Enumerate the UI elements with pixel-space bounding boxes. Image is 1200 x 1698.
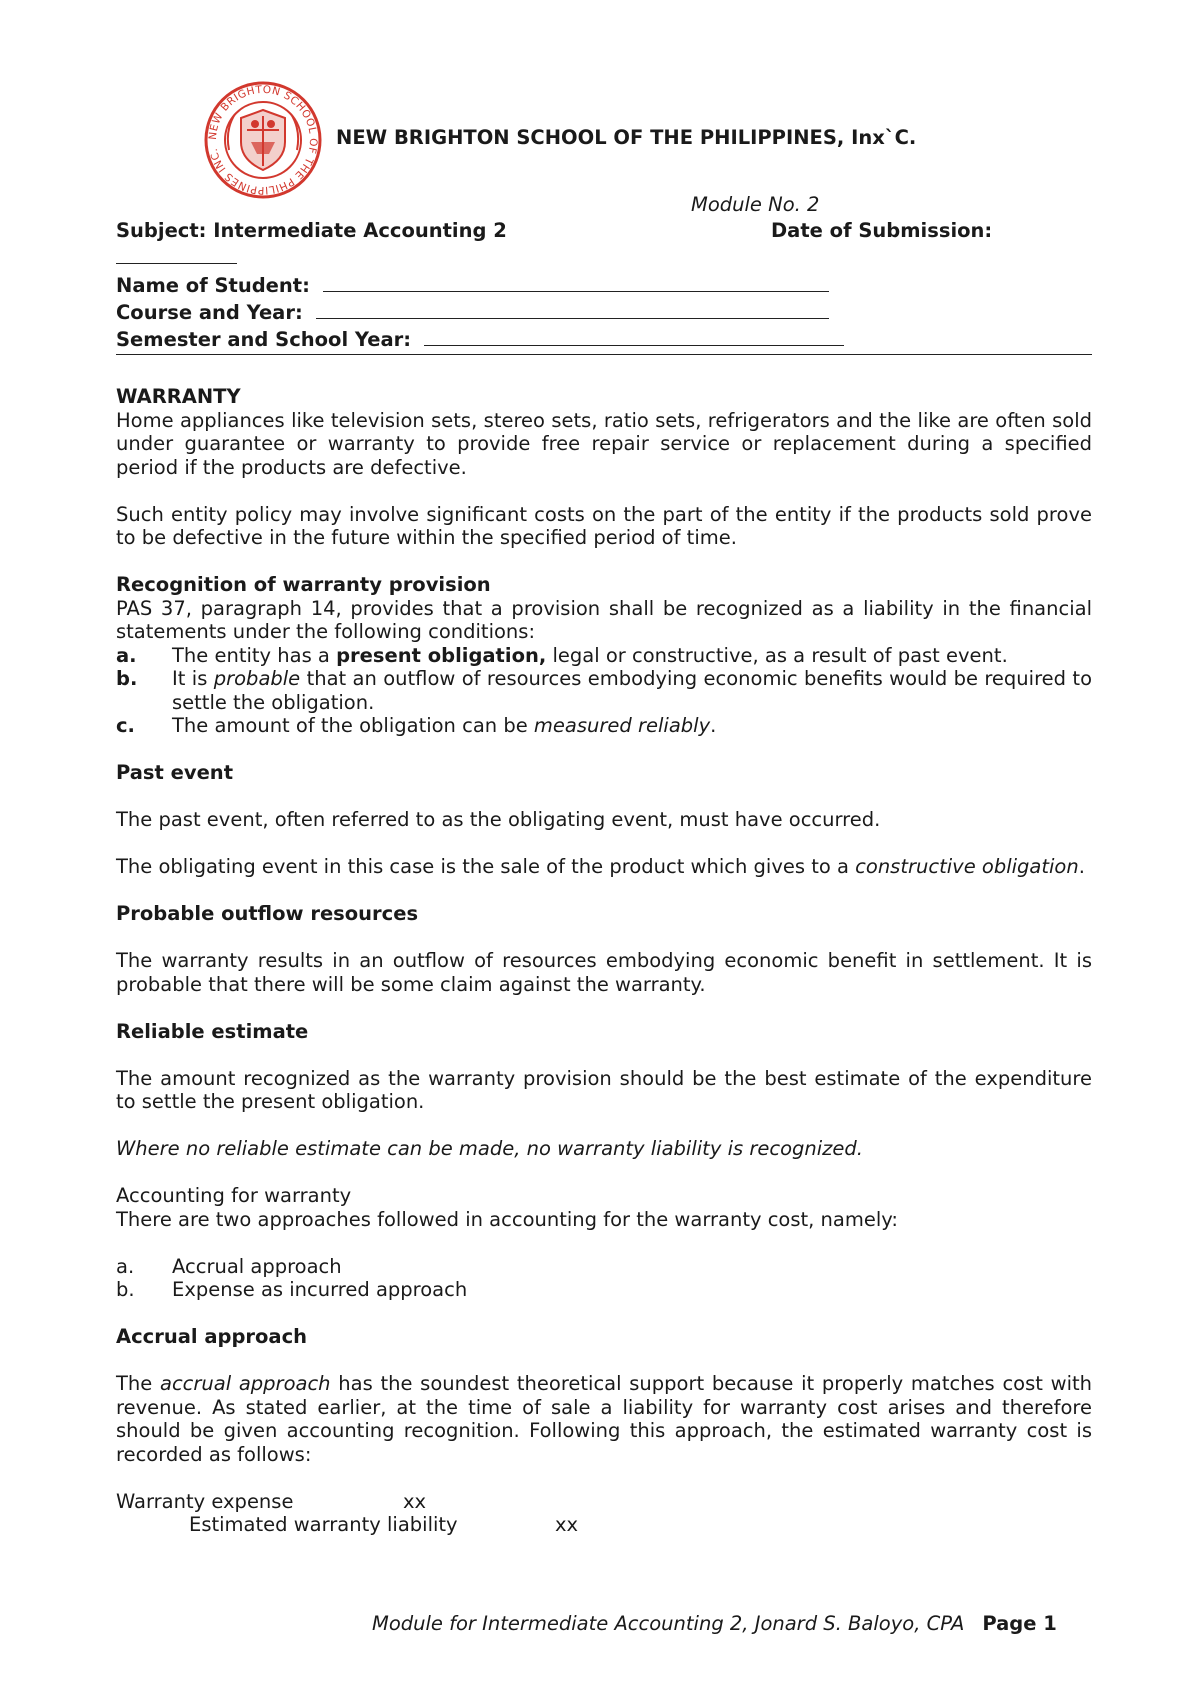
course-year-row xyxy=(116,301,829,324)
semester-label: Semester and School Year: xyxy=(116,328,412,351)
paragraph-two-approaches: There are two approaches followed in accounting for the warranty cost, namely: xyxy=(116,1207,898,1231)
module-content xyxy=(116,385,1092,1537)
school-seal-logo xyxy=(203,80,323,200)
condition-c: c. The amount of the obligation can be measured reliably. xyxy=(116,714,717,737)
student-name-row xyxy=(116,274,829,297)
page-number: Page 1 xyxy=(982,1612,1057,1635)
page-footer xyxy=(372,1612,1057,1635)
conditions-list xyxy=(116,644,1092,738)
journal-debit-amount: xx xyxy=(403,1489,427,1513)
condition-b: b. It is probable that an outflow of resources embodying economic benefits would be required to settle the obligation. xyxy=(116,667,1092,714)
paragraph-appliances: Home appliances like television sets, stereo sets, ratio sets, refrigerators and the like are often sold under guarantee or warranty to provide free repair service or replacement during a specified period if the products are defective. xyxy=(116,408,1092,479)
journal-debit-account: Warranty expense xyxy=(116,1489,294,1513)
approaches-list xyxy=(116,1255,1092,1302)
module-number: Module No. 2 xyxy=(691,193,820,216)
date-submission-label: Date of Submission: xyxy=(771,219,993,242)
recognition-heading: Recognition of warranty provision xyxy=(116,573,491,596)
semester-row xyxy=(116,328,844,351)
accounting-warranty-heading: Accounting for warranty xyxy=(116,1184,352,1207)
journal-credit-amount: xx xyxy=(555,1513,579,1536)
paragraph-reliable-estimate: The amount recognized as the warranty provision should be the best estimate of the expenditure to settle the present obligation. xyxy=(116,1066,1092,1113)
paragraph-pas37: PAS 37, paragraph 14, provides that a provision shall be recognized as a liability in the financial statements under the following conditions: xyxy=(116,596,1092,643)
semester-field[interactable] xyxy=(424,329,844,346)
paragraph-no-estimate: Where no reliable estimate can be made, no warranty liability is recognized. xyxy=(116,1137,863,1160)
paragraph-probable-outflow: The warranty results in an outflow of resources embodying economic benefit in settlement. It is probable that there will be some claim against the warranty. xyxy=(116,949,1092,996)
svg-text:NEW BRIGHTON SCHOOL OF THE PHI: NEW BRIGHTON SCHOOL OF THE PHILIPPINES INC. xyxy=(206,83,320,197)
course-year-field[interactable] xyxy=(316,302,829,319)
paragraph-entity-policy: Such entity policy may involve significant costs on the part of the entity if the products sold prove to be defective in the future within the specified period of time. xyxy=(116,502,1092,549)
subject-label: Subject: Intermediate Accounting 2 xyxy=(116,219,507,242)
paragraph-accrual-approach: The accrual approach has the soundest theoretical support because it properly matches cost with revenue. As stated earlier, at the time of sale a liability for warranty cost arises and therefore should be given accounting recognition. Following this approach, the estimated warranty cost is recorded as follows: xyxy=(116,1372,1092,1466)
warranty-heading: WARRANTY xyxy=(116,385,241,408)
paragraph-obligating-event: The obligating event in this case is the sale of the product which gives to a constructive obligation. xyxy=(116,855,1085,878)
probable-outflow-heading: Probable outflow resources xyxy=(116,902,419,925)
approach-item: b. Expense as incurred approach xyxy=(116,1278,468,1301)
condition-a: a. The entity has a present obligation, legal or constructive, as a result of past event. xyxy=(116,643,1008,667)
paragraph-past-event: The past event, often referred to as the obligating event, must have occurred. xyxy=(116,808,881,831)
reliable-estimate-heading: Reliable estimate xyxy=(116,1019,309,1043)
footer-text: Module for Intermediate Accounting 2, Jonard S. Baloyo, CPA xyxy=(372,1612,965,1635)
accrual-approach-heading: Accrual approach xyxy=(116,1325,308,1348)
past-event-heading: Past event xyxy=(116,761,234,784)
student-name-field[interactable] xyxy=(323,275,829,292)
header-divider xyxy=(116,354,1092,355)
journal-entry xyxy=(116,1490,1092,1537)
date-submission-field[interactable] xyxy=(116,246,237,269)
school-name: NEW BRIGHTON SCHOOL OF THE PHILIPPINES, Inx`C. xyxy=(336,126,917,149)
approach-item: a. Accrual approach xyxy=(116,1254,342,1278)
journal-credit-account: Estimated warranty liability xyxy=(189,1513,458,1536)
student-name-label: Name of Student: xyxy=(116,274,310,297)
course-year-label: Course and Year: xyxy=(116,301,303,324)
